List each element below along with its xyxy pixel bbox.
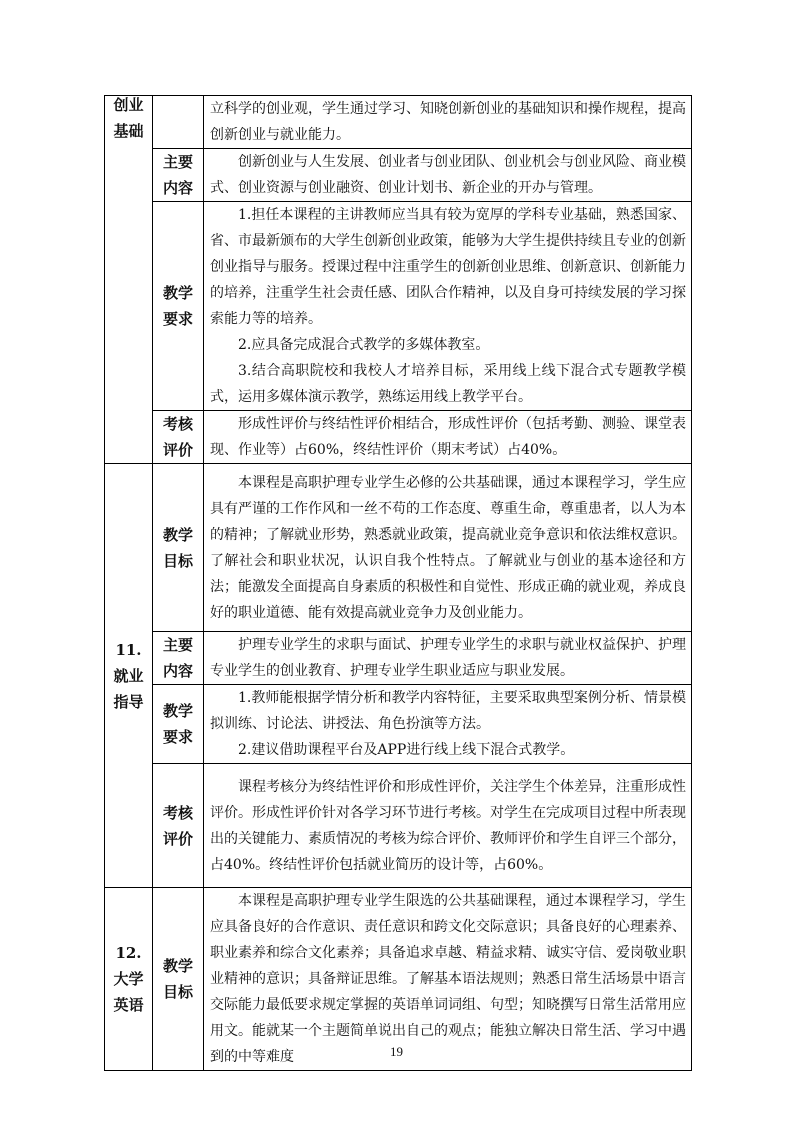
- item-label: 考核 评价: [162, 803, 193, 848]
- content-text: 课程考核分为终结性评价和形成性评价，关注学生个体差异，注重形成性评价。形成性评价针对各学习环节进行考核。对学生在完成项目过程中所表现出的关键能力、素质情况的考核为综合评价、教师评价和学生自评三个部分，占40%。终结性评价包括就业简历的设计等，占60%。: [210, 778, 686, 873]
- item-label-cell: [153, 202, 204, 411]
- table-row: [105, 632, 692, 685]
- table-row: [105, 96, 692, 149]
- item-label: 教学 要求: [162, 702, 193, 746]
- content-cell: [204, 464, 692, 632]
- content-cell: [204, 411, 692, 464]
- content-cell: [204, 202, 692, 411]
- item-label: 主要 内容: [162, 153, 193, 197]
- content-text: 3.结合高职院校和我校人才培养目标，采用线上线下混合式专题教学模式，运用多媒体演示教学，熟练运用线上教学平台。: [210, 363, 686, 405]
- table-row: [105, 411, 692, 464]
- content-cell: [204, 764, 692, 888]
- table-row: [105, 149, 692, 202]
- content-text: 本课程是高职护理专业学生限选的公共基础课程，通过本课程学习，学生应具备良好的合作意识、责任意识和跨文化交际意识；具备良好的心理素养、职业素养和综合文化素养；具备追求卓越、精益求精、诚实守信、爱岗敬业职业精神的意识；具备辩证思维。了解基本语法规则；熟悉日常生活场景中语言交际能力最低要求规定掌握的英语单词词组、句型；知晓撰写日常生活常用应用文。能就某一个主题简单说出自己的观点；能独立解决日常生活、学习中遇到的中等难度: [210, 893, 686, 1065]
- content-cell: [204, 96, 692, 149]
- table-row: [105, 764, 692, 888]
- page-number: 19: [390, 1044, 403, 1059]
- table-row: [105, 202, 692, 411]
- course-name: 11. 就业 指导: [113, 640, 144, 711]
- item-label: 教学 目标: [162, 957, 193, 1001]
- item-label: 主要 内容: [162, 636, 193, 680]
- content-text: 形成性评价与终结性评价相结合，形成性评价（包括考勤、测验、课堂表现、作业等）占60%，终结性评价（期末考试）占40%。: [210, 416, 686, 458]
- course-name-cell: [105, 464, 153, 888]
- content-text: 护理专业学生的求职与面试、护理专业学生的求职与就业权益保护、护理专业学生的创业教育、护理专业学生职业适应与职业发展。: [210, 637, 686, 679]
- item-label-cell: [153, 685, 204, 764]
- content-text: 2.建议借助课程平台及APP进行线上线下混合式教学。: [238, 742, 575, 758]
- item-label: 教学 目标: [162, 525, 193, 570]
- content-cell: [204, 149, 692, 202]
- content-text: 立科学的创业观，学生通过学习、知晓创新创业的基础知识和操作规程，提高创新创业与就业能力。: [210, 101, 686, 143]
- item-label-cell: [153, 411, 204, 464]
- curriculum-table: [104, 95, 692, 1071]
- content-text: 1.担任本课程的主讲教师应当具有较为宽厚的学科专业基础，熟悉国家、省、市最新颁布的大学生创新创业政策，能够为大学生提供持续且专业的创新创业指导与服务。授课过程中注重学生的创新创业思维、创新意识、创新能力的培养，注重学生社会责任感、团队合作精神，以及自身可持续发展的学习探索能力等的培养。: [210, 207, 686, 327]
- content-cell: [204, 632, 692, 685]
- item-label-cell: [153, 464, 204, 632]
- item-label: 教学 要求: [162, 284, 193, 328]
- item-label-cell: [153, 149, 204, 202]
- course-name: 12. 大学 英语: [113, 944, 144, 1014]
- item-label: 考核 评价: [162, 415, 193, 459]
- course-name: 创业 基础: [113, 95, 144, 140]
- table-row: [105, 685, 692, 764]
- content-cell: [204, 685, 692, 764]
- content-text: 本课程是高职护理专业学生必修的公共基础课，通过本课程学习，学生应具有严谨的工作作风和一丝不苟的工作态度、尊重生命，尊重患者，以人为本的精神；了解就业形势，熟悉就业政策，提高就业竞争意识和依法维权意识。了解社会和职业状况，认识自我个性特点。了解就业与创业的基本途径和方法；能激发全面提高自身素质的积极性和自觉性、形成正确的就业观，养成良好的职业道德、能有效提高就业竞争力及创业能力。: [210, 474, 686, 621]
- item-label-cell: [153, 96, 204, 149]
- table-row: [105, 464, 692, 632]
- content-text: 1.教师能根据学情分析和教学内容特征，主要采取典型案例分析、情景模拟训练、讨论法、讲授法、角色扮演等方法。: [210, 690, 686, 732]
- item-label-cell: [153, 632, 204, 685]
- item-label-cell: [153, 764, 204, 888]
- content-text: 创新创业与人生发展、创业者与创业团队、创业机会与创业风险、商业模式、创业资源与创业融资、创业计划书、新企业的开办与管理。: [210, 154, 686, 196]
- content-text: 2.应具备完成混合式教学的多媒体教室。: [238, 337, 490, 353]
- course-name-cell: [105, 96, 153, 464]
